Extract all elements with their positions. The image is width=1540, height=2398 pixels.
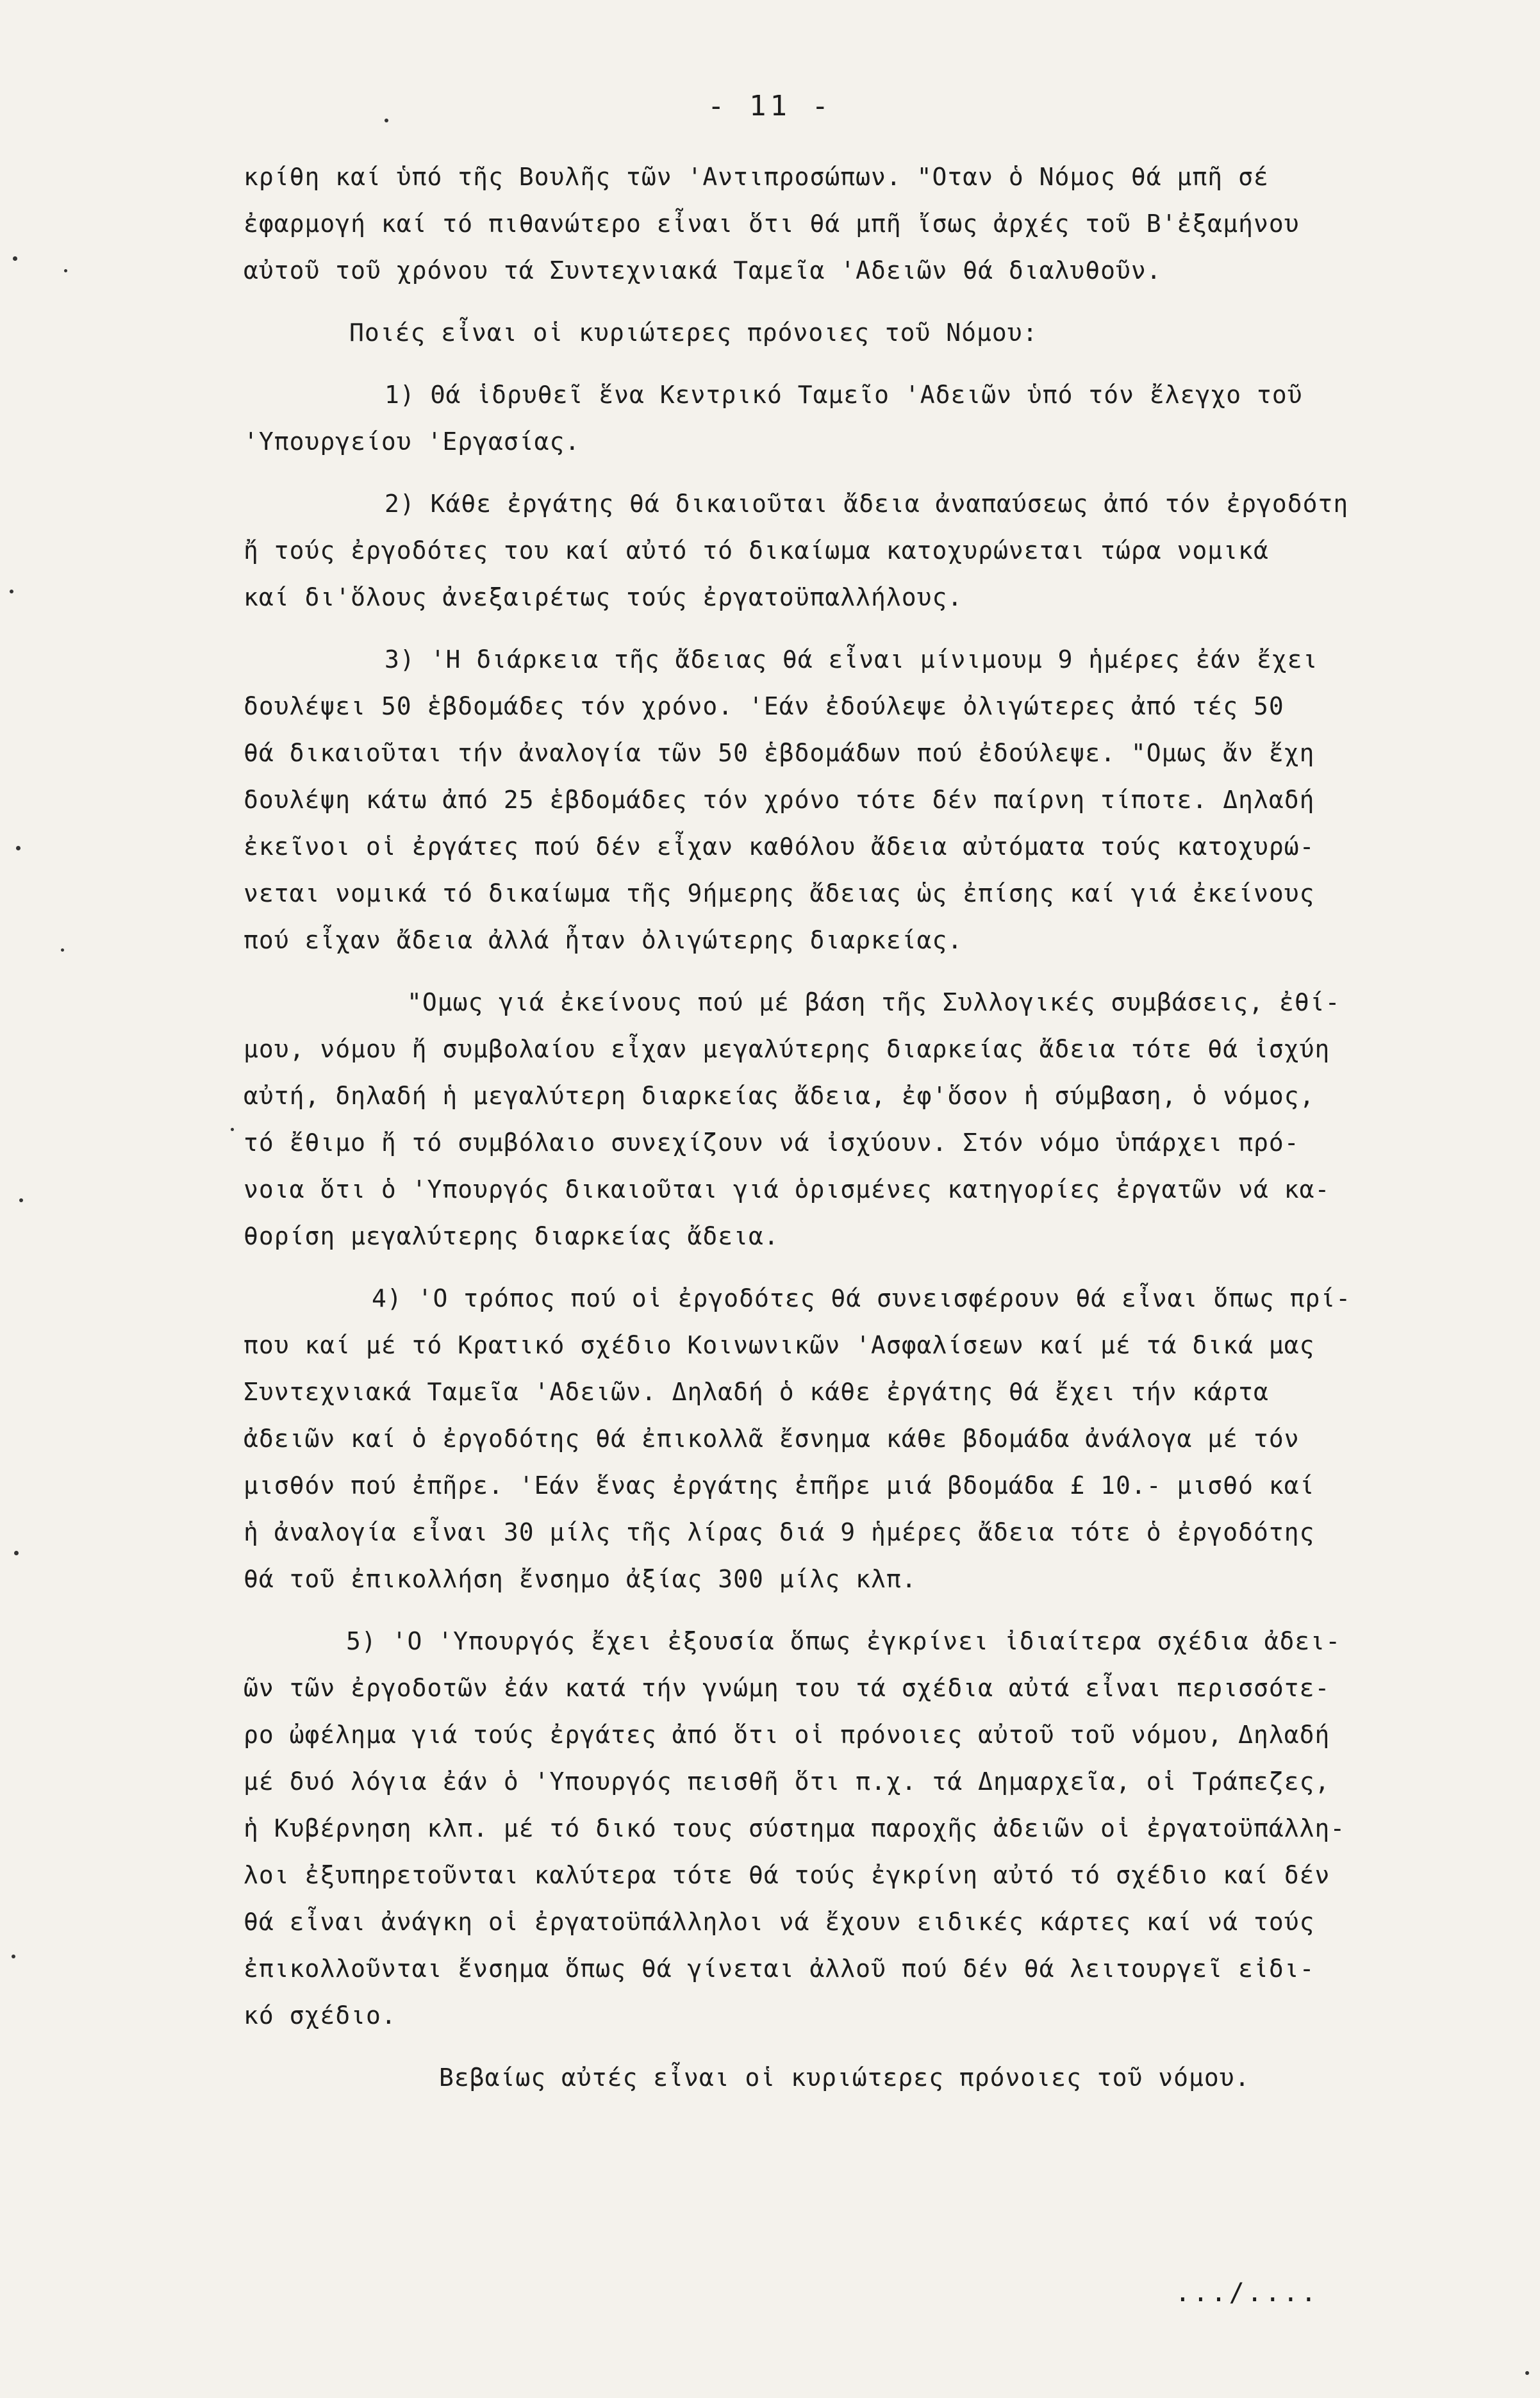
- paragraph-provision-1: [244, 372, 1512, 465]
- scan-speck: [16, 846, 21, 850]
- text-line: ἐκεῖνοι οἱ ἐργάτες πού δέν εἶχαν καθόλου ἄδεια αὐτόματα τούς κατοχυρώ-: [244, 832, 1315, 861]
- text-line: ἤ τούς ἐργοδότες του καί αὐτό τό δικαίωμα κατοχυρώνεται τώρα νομικά: [244, 536, 1269, 565]
- scan-speck: [12, 1955, 15, 1958]
- paragraph-provision-3: [244, 636, 1512, 964]
- paragraph-closing: [244, 2055, 1512, 2101]
- text-line: δουλέψει 50 ἑβδομάδες τόν χρόνο. 'Εάν ἐδούλεψε ὀλιγώτερες ἀπό τές 50: [244, 692, 1284, 720]
- text-line: θά δικαιοῦται τήν ἀναλογία τῶν 50 ἑβδομάδων πού ἐδούλεψε. "Ομως ἄν ἔχη: [244, 739, 1315, 767]
- paragraph-provisions-heading: [244, 310, 1512, 356]
- text-line: 'Υπουργείου 'Εργασίας.: [244, 427, 581, 456]
- scan-speck: [19, 1198, 23, 1202]
- text-line: δουλέψη κάτω ἀπό 25 ἑβδομάδες τόν χρόνο τότε δέν παίρνη τίποτε. Δηλαδή: [244, 786, 1315, 814]
- text-line: "Ομως γιά ἐκείνους πού μέ βάση τῆς Συλλογικές συμβάσεις, ἐθί-: [407, 988, 1341, 1016]
- text-line: ἐφαρμογή καί τό πιθανώτερο εἶναι ὅτι θά μπῆ ἴσως ἀρχές τοῦ Β'ἐξαμήνου: [244, 210, 1300, 238]
- text-line: κό σχέδιο.: [244, 2001, 397, 2030]
- text-line: 4) 'Ο τρόπος πού οἱ ἐργοδότες θά συνεισφέρουν θά εἶναι ὅπως πρί-: [372, 1284, 1352, 1312]
- text-line: 5) 'Ο 'Υπουργός ἔχει ἐξουσία ὅπως ἐγκρίνει ἰδιαίτερα σχέδια ἀδει-: [346, 1627, 1341, 1655]
- text-line: αὐτή, δηλαδή ἡ μεγαλύτερη διαρκείας ἄδεια, ἐφ'ὅσον ἡ σύμβαση, ὁ νόμος,: [244, 1082, 1315, 1110]
- text-line: ἀδειῶν καί ὁ ἐργοδότης θά ἐπικολλᾶ ἔσνημα κάθε βδομάδα ἀνάλογα μέ τόν: [244, 1425, 1300, 1453]
- text-line: πού εἶχαν ἄδεια ἀλλά ἦταν ὀλιγώτερης διαρκείας.: [244, 926, 963, 954]
- text-line: ῶν τῶν ἐργοδοτῶν ἐάν κατά τήν γνώμη του τά σχέδια αὐτά εἶναι περισσότε-: [244, 1674, 1330, 1702]
- text-line: που καί μέ τό Κρατικό σχέδιο Κοινωνικῶν 'Ασφαλίσεων καί μέ τά δικά μας: [244, 1331, 1315, 1359]
- paragraph-provision-4: [244, 1275, 1512, 1603]
- text-line: ἐπικολλοῦνται ἔνσημα ὅπως θά γίνεται ἀλλοῦ πού δέν θά λειτουργεῖ εἰδι-: [244, 1955, 1315, 1983]
- scan-speck: [14, 1551, 19, 1555]
- text-line: θορίση μεγαλύτερης διαρκείας ἄδεια.: [244, 1222, 779, 1250]
- text-line: μου, νόμου ἤ συμβολαίου εἶχαν μεγαλύτερης διαρκείας ἄδεια τότε θά ἰσχύη: [244, 1035, 1330, 1063]
- text-line: θά τοῦ ἐπικολλήση ἔνσημο ἀξίας 300 μίλς κλπ.: [244, 1565, 917, 1593]
- continuation-mark: .../....: [1175, 2278, 1319, 2308]
- text-line: λοι ἐξυπηρετοῦνται καλύτερα τότε θά τούς ἐγκρίνη αὐτό τό σχέδιο καί δέν: [244, 1861, 1330, 1889]
- text-line: κρίθη καί ὑπό τῆς Βουλῆς τῶν 'Αντιπροσώπων. "Οταν ὁ Νόμος θά μπῆ σέ: [244, 163, 1269, 191]
- text-line: ρο ὠφέλημα γιά τούς ἐργάτες ἀπό ὅτι οἱ πρόνοιες αὐτοῦ τοῦ νόμου, Δηλαδή: [244, 1721, 1330, 1749]
- paragraph-longer-leave: [244, 979, 1512, 1260]
- body-text: [244, 154, 1512, 2101]
- text-line: ἡ Κυβέρνηση κλπ. μέ τό δικό τους σύστημα παροχῆς ἀδειῶν οἱ ἐργατοϋπάλλη-: [244, 1814, 1346, 1842]
- text-line: καί δι'ὅλους ἀνεξαιρέτως τούς ἐργατοϋπαλλήλους.: [244, 583, 963, 611]
- text-line: 2) Κάθε ἐργάτης θά δικαιοῦται ἄδεια ἀναπαύσεως ἀπό τόν ἐργοδότη: [385, 490, 1349, 518]
- scan-speck: [1525, 2371, 1529, 2375]
- scan-speck: [13, 256, 17, 261]
- text-line: αὐτοῦ τοῦ χρόνου τά Συντεχνιακά Ταμεῖα 'Αδειῶν θά διαλυθοῦν.: [244, 256, 1162, 285]
- scan-speck: [61, 948, 64, 952]
- paragraph-provision-2: [244, 481, 1512, 621]
- text-line: Ποιές εἶναι οἱ κυριώτερες πρόνοιες τοῦ Νόμου:: [349, 318, 1038, 347]
- text-line: Βεβαίως αὐτές εἶναι οἱ κυριώτερες πρόνοιες τοῦ νόμου.: [439, 2063, 1250, 2092]
- text-line: 1) Θά ἱδρυθεῖ ἕνα Κεντρικό Ταμεῖο 'Αδειῶν ὑπό τόν ἔλεγχο τοῦ: [385, 381, 1303, 409]
- text-line: τό ἔθιμο ἤ τό συμβόλαιο συνεχίζουν νά ἰσχύουν. Στόν νόμο ὑπάρχει πρό-: [244, 1129, 1300, 1157]
- scan-speck: [64, 269, 67, 272]
- paragraph-intro-continuation: [244, 154, 1512, 294]
- scan-speck: [385, 119, 388, 122]
- text-line: 3) 'Η διάρκεια τῆς ἄδειας θά εἶναι μίνιμουμ 9 ἡμέρες ἐάν ἔχει: [385, 645, 1318, 674]
- text-line: Συντεχνιακά Ταμεῖα 'Αδειῶν. Δηλαδή ὁ κάθε ἐργάτης θά ἔχει τήν κάρτα: [244, 1378, 1269, 1406]
- text-line: θά εἶναι ἀνάγκη οἱ ἐργατοϋπάλληλοι νά ἔχουν ειδικές κάρτες καί νά τούς: [244, 1908, 1315, 1936]
- scan-speck: [231, 1128, 234, 1131]
- text-line: νεται νομικά τό δικαίωμα τῆς 9ήμερης ἄδειας ὡς ἐπίσης καί γιά ἐκείνους: [244, 879, 1315, 907]
- text-line: μέ δυό λόγια ἐάν ὁ 'Υπουργός πεισθῆ ὅτι π.χ. τά Δημαρχεῖα, οἱ Τράπεζες,: [244, 1767, 1330, 1796]
- scan-speck: [10, 590, 13, 593]
- text-line: ἡ ἀναλογία εἶναι 30 μίλς τῆς λίρας διά 9 ἡμέρες ἄδεια τότε ὁ ἐργοδότης: [244, 1518, 1315, 1546]
- paragraph-provision-5: [244, 1618, 1512, 2039]
- text-line: νοια ὅτι ὁ 'Υπουργός δικαιοῦται γιά ὁρισμένες κατηγορίες ἐργατῶν νά κα-: [244, 1175, 1330, 1203]
- page-number: - 11 -: [708, 90, 832, 122]
- text-line: μισθόν πού ἐπῆρε. 'Εάν ἕνας ἐργάτης ἐπῆρε μιά βδομάδα £ 10.- μισθό καί: [244, 1471, 1315, 1500]
